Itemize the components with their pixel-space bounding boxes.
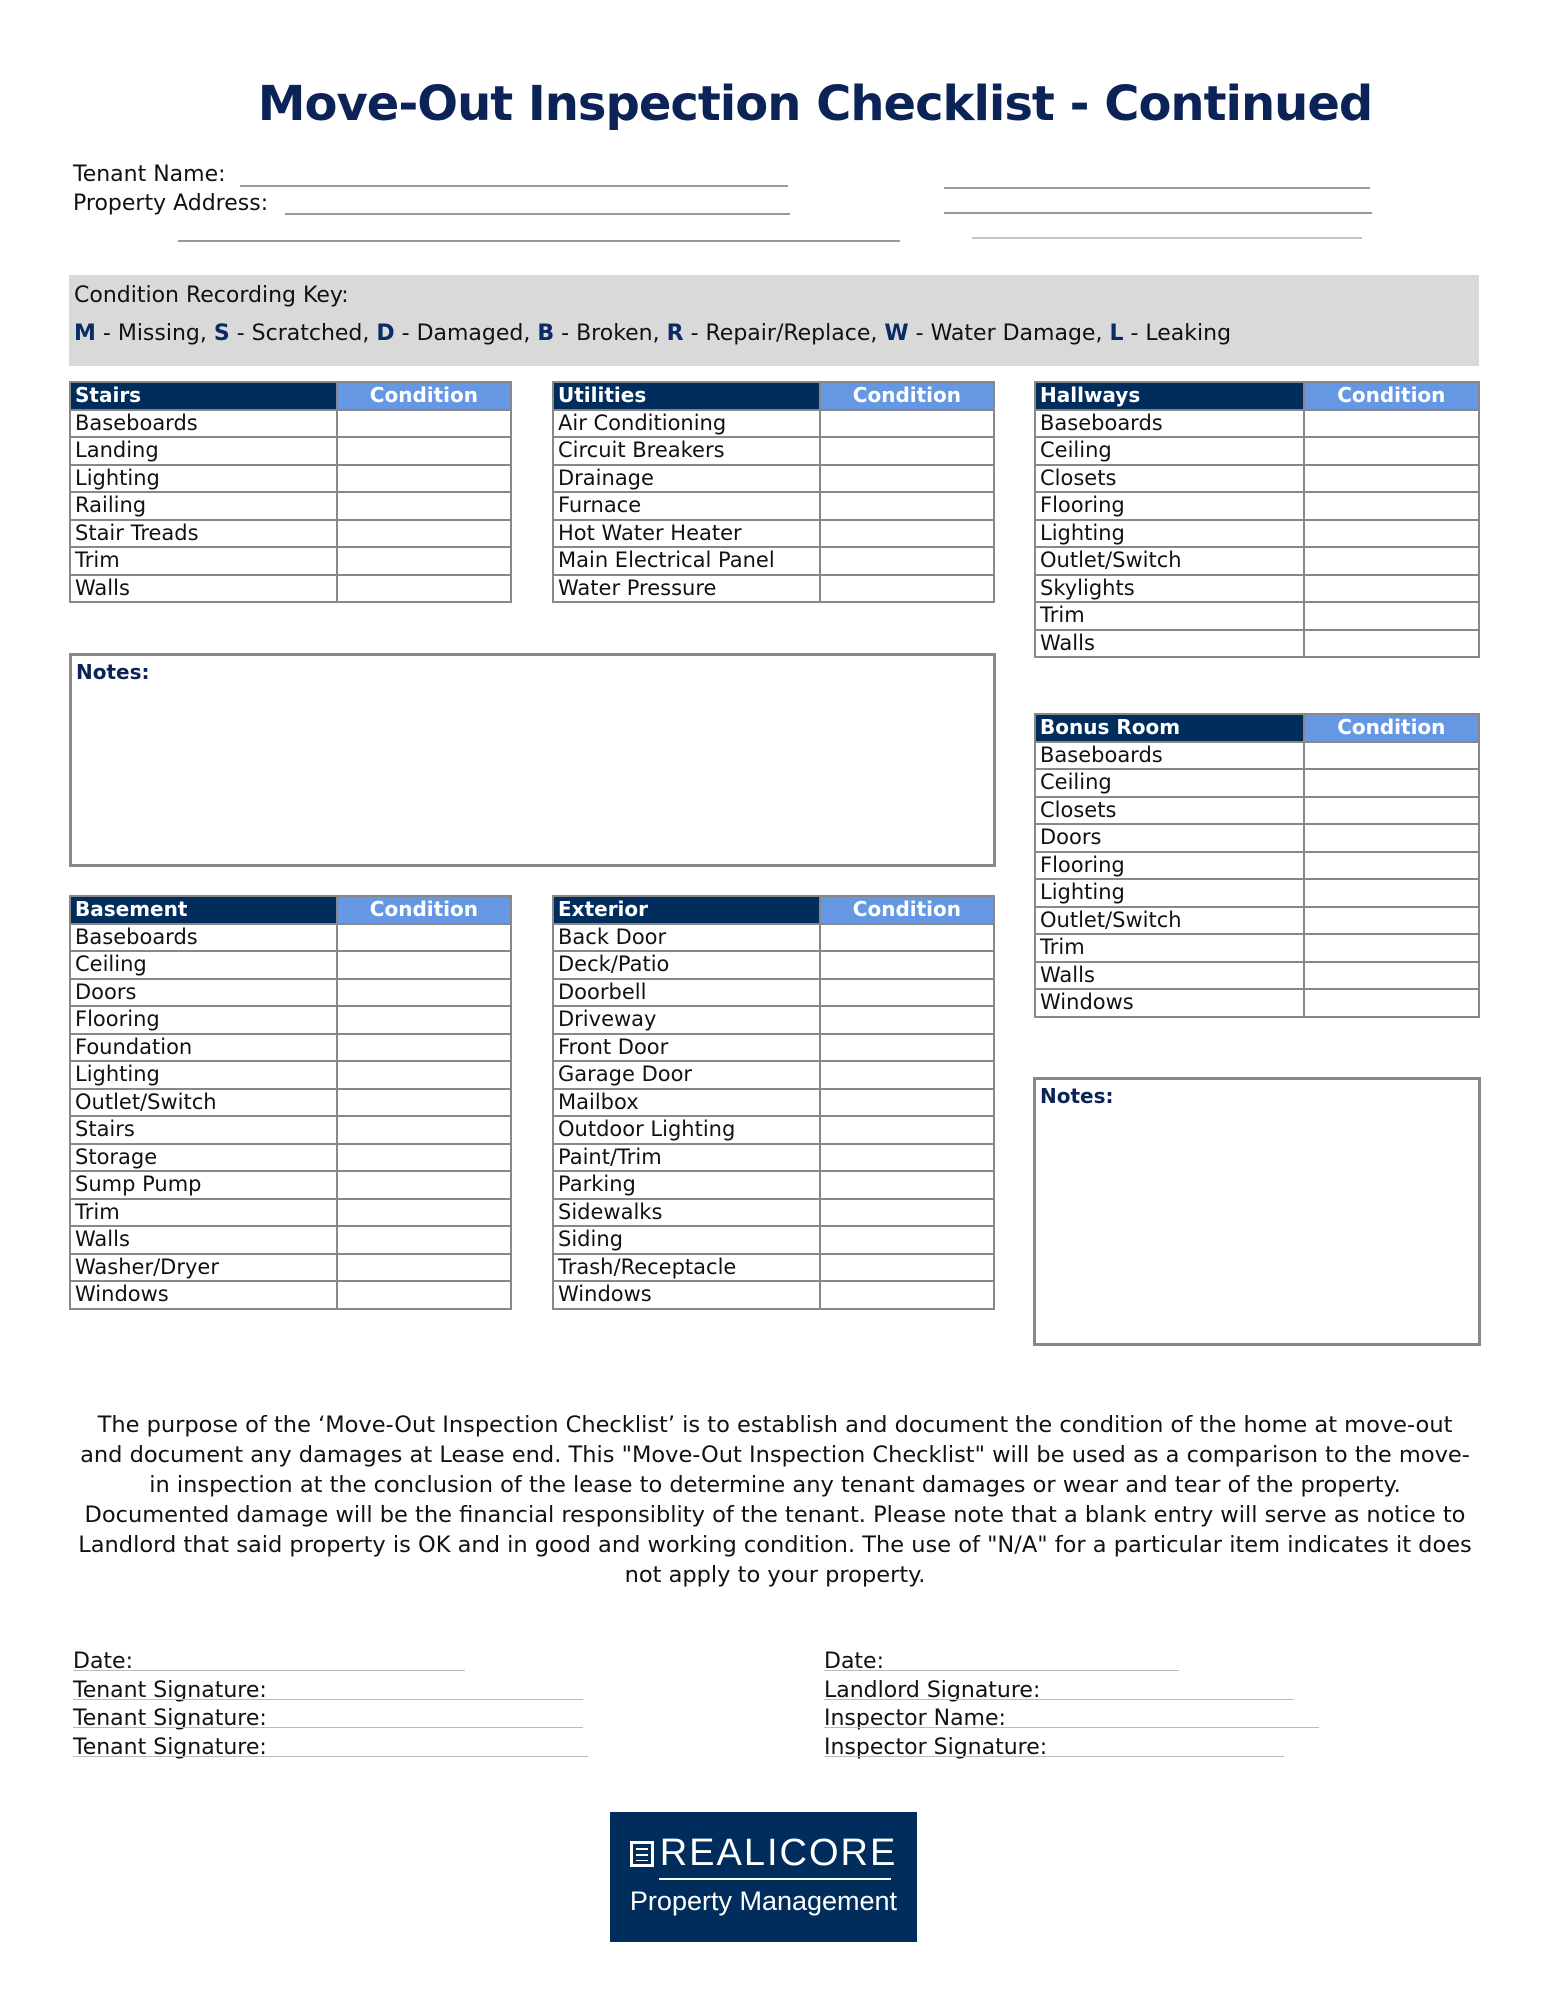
company-logo — [610, 1812, 917, 1942]
table-row — [1035, 547, 1479, 575]
key-description: - Broken, — [554, 321, 667, 346]
table-row — [70, 951, 511, 979]
table-row — [553, 951, 994, 979]
condition-input[interactable] — [1304, 602, 1479, 630]
signature-label: Tenant Signature: — [73, 1677, 267, 1703]
item-label: Water Pressure — [553, 575, 820, 603]
table-row — [70, 1144, 511, 1172]
condition-input[interactable] — [1304, 465, 1479, 493]
item-label: Main Electrical Panel — [553, 547, 820, 575]
property-address-field[interactable] — [285, 213, 790, 215]
condition-input[interactable] — [820, 437, 994, 465]
table-row — [70, 547, 511, 575]
property-address-label: Property Address: — [73, 191, 269, 216]
table-row — [70, 1226, 511, 1254]
signature-field[interactable] — [824, 1727, 1319, 1728]
logo-divider — [659, 1878, 891, 1880]
table-row — [1035, 907, 1479, 935]
item-label: Baseboards — [70, 410, 337, 438]
item-label: Foundation — [70, 1034, 337, 1062]
signature-field[interactable] — [73, 1699, 583, 1700]
item-label: Walls — [1035, 630, 1304, 658]
item-label: Storage — [70, 1144, 337, 1172]
key-code: R — [666, 321, 684, 346]
item-label: Air Conditioning — [553, 410, 820, 438]
condition-input[interactable] — [337, 1281, 511, 1309]
condition-input[interactable] — [820, 951, 994, 979]
table-row — [70, 575, 511, 603]
item-label: Baseboards — [1035, 742, 1304, 770]
signature-label: Landlord Signature: — [824, 1677, 1041, 1703]
table-header-row — [70, 382, 511, 410]
table-header-row — [1035, 714, 1479, 742]
condition-input[interactable] — [820, 1144, 994, 1172]
condition-input[interactable] — [337, 1254, 511, 1282]
item-label: Front Door — [553, 1034, 820, 1062]
extra-field-3[interactable] — [972, 237, 1362, 239]
condition-input[interactable] — [337, 979, 511, 1007]
item-label: Parking — [553, 1171, 820, 1199]
table-header-row — [553, 382, 994, 410]
table-row — [70, 1034, 511, 1062]
table-row — [70, 1061, 511, 1089]
table-row — [553, 1061, 994, 1089]
key-code: M — [74, 321, 96, 346]
item-label: Baseboards — [70, 924, 337, 952]
condition-input[interactable] — [820, 1006, 994, 1034]
table-row — [70, 1254, 511, 1282]
condition-input[interactable] — [337, 1034, 511, 1062]
key-code: S — [213, 321, 230, 346]
tenant-name-label: Tenant Name: — [73, 162, 226, 187]
condition-header: Condition — [820, 896, 994, 924]
table-row — [1035, 934, 1479, 962]
table-row — [553, 1089, 994, 1117]
condition-input[interactable] — [337, 951, 511, 979]
table-row — [553, 1144, 994, 1172]
item-label: Washer/Dryer — [70, 1254, 337, 1282]
table-row — [553, 410, 994, 438]
condition-key-legend — [74, 321, 1231, 346]
section-title: Hallways — [1035, 382, 1304, 410]
item-label: Back Door — [553, 924, 820, 952]
item-label: Flooring — [1035, 492, 1304, 520]
key-code: W — [884, 321, 909, 346]
key-code: B — [537, 321, 555, 346]
condition-input[interactable] — [1304, 520, 1479, 548]
item-label: Deck/Patio — [553, 951, 820, 979]
item-label: Sump Pump — [70, 1171, 337, 1199]
signature-row — [824, 1677, 1047, 1706]
condition-input[interactable] — [1304, 547, 1479, 575]
condition-input[interactable] — [1304, 410, 1479, 438]
signature-label: Tenant Signature: — [73, 1706, 267, 1732]
item-label: Drainage — [553, 465, 820, 493]
condition-input[interactable] — [1304, 824, 1479, 852]
signature-field[interactable] — [73, 1756, 588, 1757]
table-header-row — [553, 896, 994, 924]
table-header-row — [70, 896, 511, 924]
item-label: Outlet/Switch — [1035, 907, 1304, 935]
item-label: Closets — [1035, 465, 1304, 493]
condition-input[interactable] — [337, 924, 511, 952]
condition-input[interactable] — [820, 520, 994, 548]
table-row — [553, 520, 994, 548]
property-address-field-2[interactable] — [178, 240, 900, 242]
notes-label: Notes: — [76, 660, 150, 684]
table-row — [70, 979, 511, 1007]
table-row — [70, 1006, 511, 1034]
condition-input[interactable] — [820, 1281, 994, 1309]
condition-input[interactable] — [820, 1089, 994, 1117]
table-row — [553, 1034, 994, 1062]
condition-input[interactable] — [1304, 907, 1479, 935]
purpose-paragraph: The purpose of the ‘Move-Out Inspection Checklist’ is to establish and document the condition of the home at move-out and document any damages at Lease end. This "Move-Out Inspection Checklist" will be used as a comparison to the move-in inspection at the conclusion of the lease to determine any tenant damages or wear and tear of the property. Documented damage will be the financial responsiblity of the tenant. Please note that a blank entry will serve as notice to Landlord that said property is OK and in good and working condition. The use of "N/A" for a particular item indicates it does not apply to your property. — [78, 1412, 1472, 1588]
table-row — [70, 1281, 511, 1309]
signature-row — [73, 1734, 267, 1763]
item-label: Outlet/Switch — [1035, 547, 1304, 575]
item-label: Siding — [553, 1226, 820, 1254]
condition-input[interactable] — [337, 492, 511, 520]
signature-field[interactable] — [824, 1670, 1179, 1671]
key-description: - Scratched, — [229, 321, 377, 346]
table-row — [553, 1199, 994, 1227]
signature-field[interactable] — [824, 1756, 1284, 1757]
signature-label: Tenant Signature: — [73, 1734, 267, 1760]
item-label: Trim — [1035, 934, 1304, 962]
item-label: Trim — [70, 547, 337, 575]
item-label: Lighting — [1035, 879, 1304, 907]
key-code: D — [376, 321, 395, 346]
signature-label: Date: — [73, 1649, 133, 1674]
condition-input[interactable] — [337, 1144, 511, 1172]
table-row — [70, 1171, 511, 1199]
table-row — [553, 437, 994, 465]
table-row — [70, 437, 511, 465]
condition-input[interactable] — [820, 1116, 994, 1144]
utilities-table — [552, 381, 995, 603]
table-row — [1035, 742, 1479, 770]
condition-input[interactable] — [337, 1171, 511, 1199]
condition-input[interactable] — [337, 437, 511, 465]
table-row — [1035, 769, 1479, 797]
table-row — [553, 547, 994, 575]
signature-row — [73, 1677, 267, 1706]
signature-row — [73, 1648, 267, 1677]
extra-field-2[interactable] — [944, 212, 1372, 214]
condition-header: Condition — [337, 382, 511, 410]
table-row — [1035, 575, 1479, 603]
basement-table — [69, 895, 512, 1310]
logo-brand: REALICORE — [659, 1832, 898, 1874]
condition-header: Condition — [337, 896, 511, 924]
condition-input[interactable] — [820, 492, 994, 520]
item-label: Lighting — [1035, 520, 1304, 548]
signature-row — [824, 1705, 1047, 1734]
signature-row — [73, 1705, 267, 1734]
section-title: Basement — [70, 896, 337, 924]
item-label: Driveway — [553, 1006, 820, 1034]
item-label: Stairs — [70, 1116, 337, 1144]
table-row — [553, 1171, 994, 1199]
item-label: Flooring — [70, 1006, 337, 1034]
signature-block-left — [73, 1648, 267, 1762]
item-label: Walls — [70, 1226, 337, 1254]
section-title: Bonus Room — [1035, 714, 1304, 742]
extra-field-1[interactable] — [944, 187, 1370, 189]
table-row — [1035, 852, 1479, 880]
item-label: Stair Treads — [70, 520, 337, 548]
item-label: Mailbox — [553, 1089, 820, 1117]
item-label: Trim — [1035, 602, 1304, 630]
condition-input[interactable] — [337, 465, 511, 493]
key-description: - Missing, — [95, 321, 214, 346]
condition-input[interactable] — [820, 575, 994, 603]
item-label: Windows — [1035, 989, 1304, 1017]
item-label: Furnace — [553, 492, 820, 520]
item-label: Walls — [70, 575, 337, 603]
condition-input[interactable] — [1304, 962, 1479, 990]
page-title: Move-Out Inspection Checklist - Continued — [257, 76, 1373, 132]
item-label: Baseboards — [1035, 410, 1304, 438]
table-row — [1035, 630, 1479, 658]
condition-input[interactable] — [337, 1061, 511, 1089]
item-label: Paint/Trim — [553, 1144, 820, 1172]
condition-header: Condition — [820, 382, 994, 410]
condition-input[interactable] — [820, 410, 994, 438]
signature-label: Inspector Name: — [824, 1706, 1006, 1732]
condition-input[interactable] — [1304, 742, 1479, 770]
table-row — [1035, 989, 1479, 1017]
item-label: Hot Water Heater — [553, 520, 820, 548]
condition-input[interactable] — [1304, 989, 1479, 1017]
item-label: Flooring — [1035, 852, 1304, 880]
table-row — [1035, 962, 1479, 990]
item-label: Skylights — [1035, 575, 1304, 603]
table-row — [70, 924, 511, 952]
logo-subtitle: Property Management — [629, 1886, 898, 1916]
item-label: Ceiling — [1035, 437, 1304, 465]
condition-header: Condition — [1304, 714, 1479, 742]
table-row — [1035, 465, 1479, 493]
condition-input[interactable] — [337, 1199, 511, 1227]
stairs-table — [69, 381, 512, 603]
item-label: Windows — [553, 1281, 820, 1309]
table-row — [1035, 824, 1479, 852]
table-row — [553, 575, 994, 603]
condition-input[interactable] — [337, 547, 511, 575]
condition-input[interactable] — [1304, 852, 1479, 880]
table-row — [1035, 492, 1479, 520]
hallways-table — [1034, 381, 1480, 658]
item-label: Ceiling — [1035, 769, 1304, 797]
table-row — [70, 1116, 511, 1144]
notes-box-main[interactable] — [69, 653, 996, 867]
item-label: Outdoor Lighting — [553, 1116, 820, 1144]
item-label: Garage Door — [553, 1061, 820, 1089]
condition-input[interactable] — [337, 1226, 511, 1254]
item-label: Windows — [70, 1281, 337, 1309]
condition-input[interactable] — [820, 547, 994, 575]
item-label: Walls — [1035, 962, 1304, 990]
condition-input[interactable] — [337, 1116, 511, 1144]
item-label: Doors — [1035, 824, 1304, 852]
table-row — [553, 1254, 994, 1282]
key-description: - Damaged, — [394, 321, 538, 346]
document-icon — [630, 1841, 654, 1867]
signature-row — [824, 1648, 1047, 1677]
table-row — [553, 465, 994, 493]
notes-box-side[interactable] — [1033, 1077, 1481, 1346]
condition-input[interactable] — [1304, 575, 1479, 603]
condition-input[interactable] — [1304, 769, 1479, 797]
condition-input[interactable] — [337, 575, 511, 603]
table-row — [70, 465, 511, 493]
table-row — [70, 492, 511, 520]
item-label: Ceiling — [70, 951, 337, 979]
condition-input[interactable] — [820, 979, 994, 1007]
condition-input[interactable] — [337, 1089, 511, 1117]
condition-input[interactable] — [1304, 630, 1479, 658]
item-label: Closets — [1035, 797, 1304, 825]
table-row — [1035, 879, 1479, 907]
item-label: Lighting — [70, 465, 337, 493]
condition-input[interactable] — [820, 1199, 994, 1227]
exterior-table — [552, 895, 995, 1310]
table-header-row — [1035, 382, 1479, 410]
bonus-room-table — [1034, 713, 1480, 1018]
table-row — [70, 1089, 511, 1117]
key-description: - Repair/Replace, — [683, 321, 885, 346]
section-title: Stairs — [70, 382, 337, 410]
item-label: Doorbell — [553, 979, 820, 1007]
table-row — [553, 1006, 994, 1034]
item-label: Doors — [70, 979, 337, 1007]
condition-input[interactable] — [820, 1254, 994, 1282]
condition-input[interactable] — [820, 924, 994, 952]
key-code: L — [1109, 321, 1124, 346]
item-label: Railing — [70, 492, 337, 520]
table-row — [553, 492, 994, 520]
item-label: Lighting — [70, 1061, 337, 1089]
condition-input[interactable] — [820, 465, 994, 493]
item-label: Trim — [70, 1199, 337, 1227]
table-row — [70, 520, 511, 548]
table-row — [1035, 797, 1479, 825]
condition-key-heading: Condition Recording Key: — [74, 283, 349, 308]
condition-header: Condition — [1304, 382, 1479, 410]
item-label: Sidewalks — [553, 1199, 820, 1227]
tenant-name-field[interactable] — [240, 185, 788, 187]
condition-input[interactable] — [1304, 934, 1479, 962]
condition-key — [69, 275, 1479, 366]
item-label: Outlet/Switch — [70, 1089, 337, 1117]
table-row — [553, 979, 994, 1007]
key-description: - Water Damage, — [908, 321, 1110, 346]
table-row — [553, 1116, 994, 1144]
key-description: - Leaking — [1123, 321, 1232, 346]
signature-block-right — [824, 1648, 1047, 1762]
section-title: Utilities — [553, 382, 820, 410]
item-label: Circuit Breakers — [553, 437, 820, 465]
table-row — [1035, 602, 1479, 630]
condition-input[interactable] — [1304, 879, 1479, 907]
table-row — [1035, 437, 1479, 465]
item-label: Landing — [70, 437, 337, 465]
signature-field[interactable] — [73, 1727, 583, 1728]
condition-input[interactable] — [337, 410, 511, 438]
condition-input[interactable] — [1304, 437, 1479, 465]
table-row — [1035, 520, 1479, 548]
table-row — [1035, 410, 1479, 438]
condition-input[interactable] — [820, 1061, 994, 1089]
table-row — [70, 1199, 511, 1227]
signature-label: Date: — [824, 1649, 884, 1674]
signature-field[interactable] — [824, 1699, 1294, 1700]
condition-input[interactable] — [337, 1006, 511, 1034]
section-title: Exterior — [553, 896, 820, 924]
condition-input[interactable] — [820, 1226, 994, 1254]
condition-input[interactable] — [820, 1171, 994, 1199]
table-row — [553, 924, 994, 952]
signature-row — [824, 1734, 1047, 1763]
notes-label: Notes: — [1040, 1084, 1114, 1108]
item-label: Trash/Receptacle — [553, 1254, 820, 1282]
table-row — [70, 410, 511, 438]
condition-input[interactable] — [337, 520, 511, 548]
signature-label: Inspector Signature: — [824, 1734, 1048, 1760]
signature-field[interactable] — [73, 1670, 465, 1671]
table-row — [553, 1226, 994, 1254]
condition-input[interactable] — [820, 1034, 994, 1062]
table-row — [553, 1281, 994, 1309]
condition-input[interactable] — [1304, 492, 1479, 520]
condition-input[interactable] — [1304, 797, 1479, 825]
